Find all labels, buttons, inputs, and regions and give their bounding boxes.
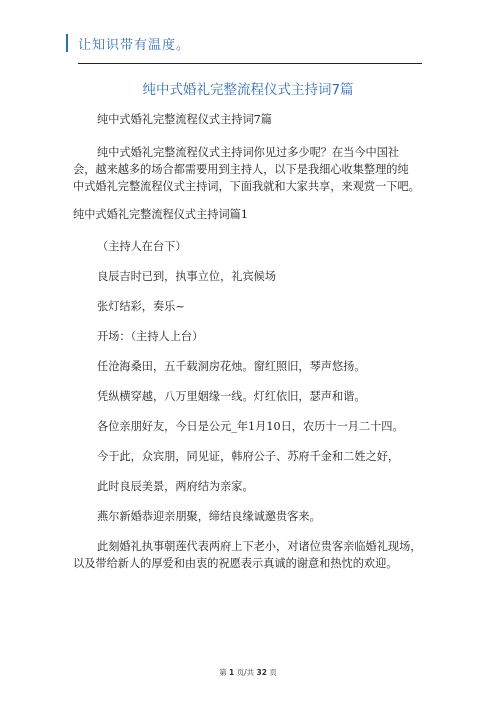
closing-line: 此刻婚礼执事朝莲代表两府上下老小，对诸位贵客亲临婚礼现场， — [97, 540, 422, 553]
footer-page-number: 1 — [229, 668, 235, 677]
footer-prefix: 第 — [219, 668, 227, 677]
document-body — [73, 111, 433, 572]
intro-line: 会，越来越多的场合都需要用到主持人，以下是我细心收集整理的纯 — [73, 163, 409, 176]
intro-line: 中式婚礼完整流程仪式主持词，下面我就和大家共享，来观赏一下吧。 — [73, 180, 420, 193]
script-line: 凭纵横穿越，八万里姻缘一线。灯红依旧，瑟声和谐。 — [97, 390, 366, 403]
header-accent-bar — [66, 34, 68, 52]
closing-line: 以及带给新人的厚爱和由衷的祝愿表示真诚的谢意和热忱的欢迎。 — [73, 557, 398, 570]
script-line: 燕尔新婚恭迎亲朋聚，缔结良缘诚邀贵客来。 — [97, 510, 321, 523]
script-line: 任沧海桑田，五千载洞房花烛。窗红照旧，琴声悠扬。 — [97, 360, 366, 373]
header-slogan: 让知识带有温度。 — [78, 37, 191, 53]
script-line: 张灯结彩，奏乐~ — [97, 300, 185, 313]
intro-paragraph — [73, 144, 433, 195]
section-heading: 纯中式婚礼完整流程仪式主持词篇1 — [73, 208, 248, 221]
lead-paragraph: 纯中式婚礼完整流程仪式主持词7篇 — [97, 113, 272, 126]
document-title: 纯中式婚礼完整流程仪式主持词7篇 — [142, 82, 354, 98]
header-divider — [78, 63, 422, 64]
header-brand — [66, 32, 190, 54]
closing-paragraph — [73, 538, 433, 572]
intro-line: 纯中式婚礼完整流程仪式主持词你见过多少呢？在当今中国社 — [97, 146, 400, 159]
footer-total-pages: 32 — [256, 668, 267, 677]
footer-middle: 页/共 — [236, 668, 255, 677]
footer-suffix: 页 — [269, 668, 277, 677]
script-line: 各位亲朋好友，今日是公元_年1月10日，农历十一月二十四。 — [97, 420, 404, 433]
script-line: （主持人在台下） — [97, 240, 187, 253]
script-line: 今于此，众宾朋，同见证，韩府公子、苏府千金和二姓之好， — [97, 450, 400, 463]
page-footer — [0, 667, 496, 678]
script-line: 此时良辰美景，两府结为亲家。 — [97, 480, 254, 493]
script-line: 良辰吉时已到，执事立位，礼宾候场 — [97, 270, 277, 283]
script-line: 开场：（主持人上台） — [97, 330, 204, 343]
